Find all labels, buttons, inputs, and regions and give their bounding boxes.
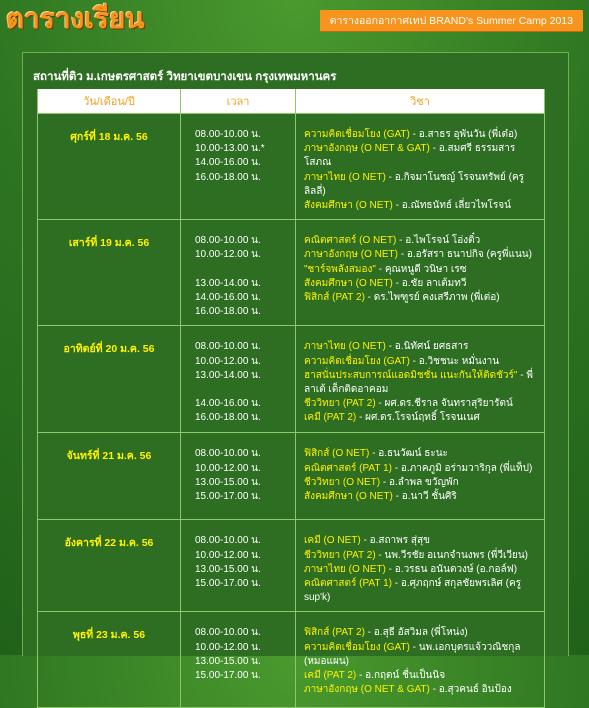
teacher-name: อ.นิทัศน์ ยศธสาร [394,341,469,353]
teacher-name: อ.กฤตน์ ชื่นเป็นนิจ [365,670,446,682]
schedule-table [37,89,545,708]
day-cell: ศุกร์ที่ 18 ม.ค. 56 [38,114,181,220]
time-slot: 15.00-17.00 น. [195,670,261,682]
separator: - [391,578,401,590]
subject-entry [304,355,540,369]
schedule-body [38,114,545,708]
teacher-name: นพ.วีรชัย อเนกจำนงพร (พี่วีเวียน) [384,549,529,561]
time-slot: 10.00-12.00 น. [195,462,261,474]
subject-name: เคมี (PAT 2) [304,412,357,424]
teacher-name: อ.สุวคนธ์ อินป้อง [438,684,512,696]
subject-entry [304,462,540,476]
subject-entry [304,577,540,605]
table-row [38,114,545,220]
separator: - [409,641,419,653]
separator: - [364,292,374,304]
subject-entry [304,447,540,461]
teacher-name: นพ.เอกบุตรแจ้ววณิชกุล (หมอแผน) [304,641,521,667]
separator: - [517,369,527,381]
separator: - [391,462,401,474]
subject-entry [304,490,540,504]
subject-name: "ชาร์จพลังสมอง" [304,263,376,275]
subject-entry [304,397,540,411]
page-header [0,0,589,40]
subject-entry [304,563,540,577]
teacher-name: อ.กิจมาโนชญ์ โรจนทรัพย์ (ครูลิลลี่) [304,171,524,197]
separator: - [392,200,402,212]
subject-name: ภาษาไทย (O NET) [304,341,386,353]
subject-entry [304,277,540,291]
subject-name: คณิตศาสตร์ (O NET) [304,235,397,247]
subject-entry [304,683,540,697]
time-slot [195,383,291,397]
subject-cell [296,612,545,708]
time-slot: 10.00-12.00 น. [195,355,261,367]
day-cell: เสาร์ที่ 19 ม.ค. 56 [38,220,181,326]
subject-entry [304,171,540,199]
teacher-name: อ.สุธี อัสวิมล (พี่โหน่ง) [373,627,468,639]
time-slot: 13.00-15.00 น. [195,476,261,488]
column-header-date: วัน/เดือน/ปี [38,89,181,114]
day-cell: อังคารที่ 22 ม.ค. 56 [38,520,181,612]
subject-entry [304,340,540,354]
subject-name: เคมี (PAT 2) [304,670,357,682]
subject-name: ภาษาอังกฤษ (O NET & GAT) [304,684,430,696]
separator: - [409,129,419,140]
table-row [38,326,545,433]
subject-entry [304,669,540,683]
separator: - [385,563,395,575]
teacher-name: ผศ.ดร.โรจน์ฤทธิ์ โรจนเนศ [365,412,480,424]
subject-name: ชีววิทยา (O NET) [304,476,381,488]
separator: - [396,235,406,247]
separator: - [385,341,395,353]
time-slot: 13.00-14.00 น. [195,277,261,289]
time-cell [181,433,296,520]
separator: - [360,535,370,547]
teacher-name: ดร.ไพฑูรย์ คงเสรีภาพ (พี่เต่อ) [373,292,500,304]
separator: - [356,670,366,682]
time-cell [181,520,296,612]
separator: - [392,491,402,503]
time-slot: 13.00-15.00 น. [195,655,261,667]
table-row [38,520,545,612]
day-cell: พุธที่ 23 ม.ค. 56 [38,612,181,708]
teacher-name: คุณหนูดี วนิษา เรซ [384,263,467,275]
separator: - [429,684,439,696]
subject-name: ภาษาไทย (O NET) [304,563,386,575]
column-header-time: เวลา [181,89,296,114]
table-header-row [38,89,545,114]
subject-entry [304,626,540,640]
page-title: ตารางเรียน [6,2,145,35]
subject-cell [296,220,545,326]
separator: - [398,249,407,261]
subject-name: ฟิสิกส์ (O NET) [304,448,370,460]
time-slot [195,263,291,277]
subject-entry [304,128,540,142]
subject-cell [296,433,545,520]
separator: - [356,412,366,424]
subject-entry [304,199,540,213]
separator: - [392,277,402,289]
subject-entry [304,142,540,170]
time-cell [181,220,296,326]
subject-name: คณิตศาสตร์ (PAT 1) [304,462,392,474]
time-cell [181,114,296,220]
teacher-name: อ.ณัทธนัทธ์ เลี่ยวไพโรจน์ [401,200,511,212]
schedule-panel [22,52,569,696]
day-cell: อาทิตย์ที่ 20 ม.ค. 56 [38,326,181,433]
time-slot: 16.00-18.00 น. [195,412,261,424]
time-slot: 14.00-16.00 น. [195,157,261,169]
teacher-name: อ.ธนวัฒน์ ธะนะ [378,448,448,460]
time-slot: 08.00-10.00 น. [195,129,261,140]
subject-name: ความคิดเชื่อมโยง (GAT) [304,641,410,653]
subject-entry [304,476,540,490]
time-slot: 16.00-18.00 น. [195,306,261,318]
time-cell [181,326,296,433]
time-slot: 13.00-15.00 น. [195,563,261,575]
separator: - [375,263,385,275]
teacher-name: อ.ลำพล ขวัญพัก [388,476,459,488]
teacher-name: อ.ภาคภูมิ อร่ามวาริกุล (พี่แท็ป) [400,462,533,474]
subject-name: ชีววิทยา (PAT 2) [304,398,376,410]
subject-entry [304,534,540,548]
subject-entry [304,411,540,425]
subject-name: ฟิสิกส์ (PAT 2) [304,627,365,639]
time-cell [181,612,296,708]
teacher-name: อ.สถาพร สุ่สุข [369,535,430,547]
time-slot: 08.00-10.00 น. [195,448,261,460]
broadcast-subtitle: ตารางออกอากาศเทป BRAND's Summer Camp 2013 [320,10,583,32]
subject-name: เคมี (O NET) [304,535,361,547]
time-slot: 08.00-10.00 น. [195,627,261,639]
time-slot: 08.00-10.00 น. [195,535,261,547]
teacher-name: พี่ลาเต้ เด็กติดอาคอม [304,369,533,396]
separator: - [409,355,419,367]
subject-name: ภาษาอังกฤษ (O NET & GAT) [304,143,430,155]
table-row [38,433,545,520]
time-slot: 10.00-13.00 น.* [195,143,265,155]
time-slot: 14.00-16.00 น. [195,398,261,410]
teacher-name: อ.ชัย ลาเต้มทวี [401,277,467,289]
separator: - [369,448,379,460]
separator: - [364,627,374,639]
subject-name: สังคมศึกษา (O NET) [304,200,393,212]
time-slot: 15.00-17.00 น. [195,578,261,590]
subject-name: สังคมศึกษา (O NET) [304,491,393,503]
subject-entry [304,369,540,397]
teacher-name: อ.อรัสรา ธนาปกิจ (ครูพี่แนน) [406,249,532,261]
subject-name: ภาษาอังกฤษ (O NET) [304,249,398,261]
teacher-name: ผศ.ดร.ชีราล จันทราสุริยารัตน์ [384,398,513,410]
teacher-name: อ.ศุภฤกษ์ สกุลชัยพรเลิศ (ครู sup'k) [304,578,522,604]
subject-cell [296,520,545,612]
time-slot: 08.00-10.00 น. [195,341,261,353]
subject-entry [304,549,540,563]
teacher-name: อ.นาวี ชั้นศิริ [401,491,457,503]
subject-entry [304,248,540,262]
time-slot: 14.00-16.00 น. [195,292,261,304]
subject-cell [296,114,545,220]
time-slot: 10.00-12.00 น. [195,549,261,561]
separator: - [429,143,439,155]
subject-name: ฟิสิกส์ (PAT 2) [304,292,365,304]
subject-name: ภาษาไทย (O NET) [304,171,386,183]
subject-name: ความคิดเชื่อมโยง (GAT) [304,129,410,140]
teacher-name: อ.สาธร อุพันวัน (พี่เต๋อ) [418,129,518,140]
separator: - [385,171,395,183]
teacher-name: อ.ไพโรจน์ โอ่งติ๋ว [405,235,481,247]
subject-name: ชีววิทยา (PAT 2) [304,549,376,561]
separator: - [375,549,385,561]
time-slot: 08.00-10.00 น. [195,235,261,247]
subject-name: ความคิดเชื่อมโยง (GAT) [304,355,410,367]
time-slot: 16.00-18.00 น. [195,171,261,183]
day-cell: จันทร์ที่ 21 ม.ค. 56 [38,433,181,520]
time-slot: 13.00-14.00 น. [195,369,261,381]
teacher-name: อ.วิชชนะ หมั่นงาน [418,355,500,367]
table-row [38,612,545,708]
teacher-name: อ.วรธน อนันตวงษ์ (อ.กอล์ฟ) [394,563,518,575]
teacher-name: อ.สมศรี ธรรมสารโสภณ [304,143,516,169]
time-slot: 15.00-17.00 น. [195,491,261,503]
subject-entry [304,263,540,277]
venue-location: สถานที่ติว ม.เกษตรศาสตร์ วิทยาเขตบางเขน กรุงเทพมหานคร [33,71,337,83]
subject-name: คณิตศาสตร์ (PAT 1) [304,578,392,590]
separator: - [375,398,385,410]
subject-name: สังคมศึกษา (O NET) [304,277,393,289]
column-header-subject: วิชา [296,89,545,114]
time-slot: 10.00-12.00 น. [195,249,261,261]
subject-entry [304,234,540,248]
subject-entry [304,291,540,305]
subject-name: ฮาสนั่นประสบการณ์แอดมิชชั่น แนะกันให้ติดชัวร์" [304,369,518,381]
separator: - [380,476,389,488]
subject-cell [296,326,545,433]
time-slot: 10.00-12.00 น. [195,641,261,653]
table-row [38,220,545,326]
